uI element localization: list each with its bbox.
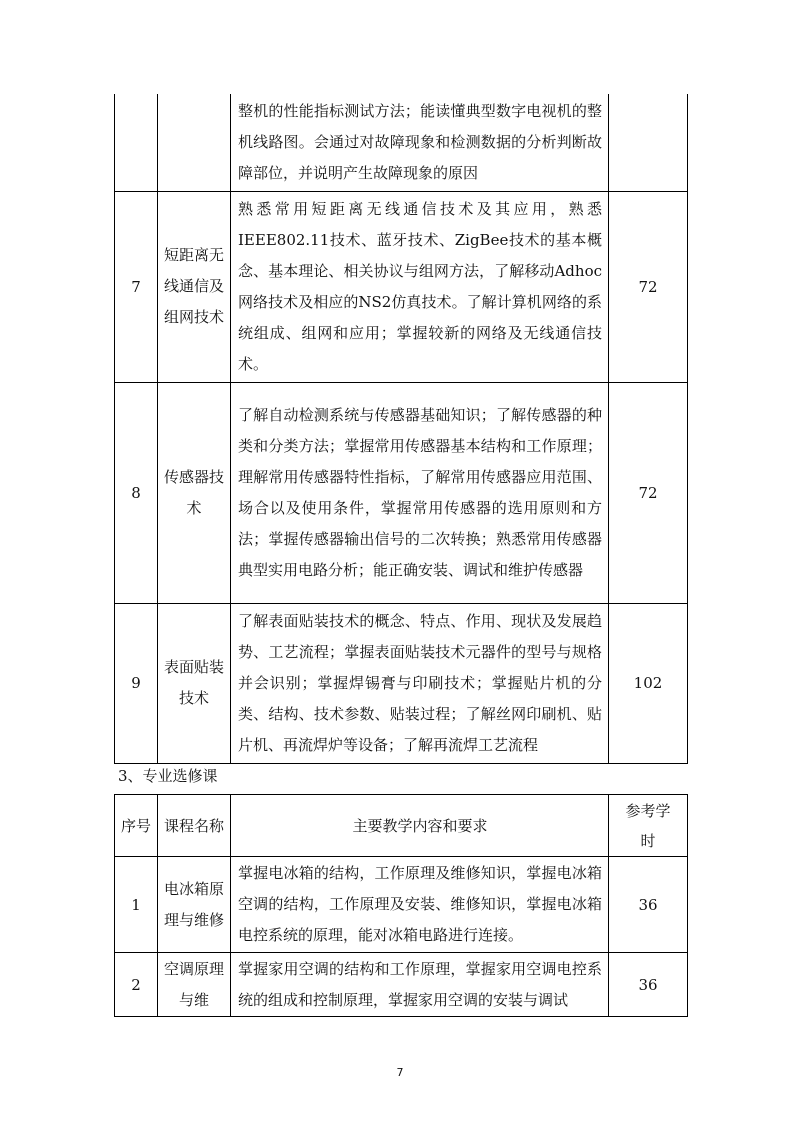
course-name — [158, 94, 231, 191]
table-row — [115, 953, 688, 1017]
row-number: 2 — [115, 953, 158, 1017]
course-content: 整机的性能指标测试方法；能读懂典型数字电视机的整机线路图。会通过对故障现象和检测数据的分析判断故障部位，并说明产生故障现象的原因 — [231, 94, 609, 191]
row-number: 1 — [115, 857, 158, 953]
course-name: 短距离无线通信及组网技术 — [158, 191, 231, 382]
course-hours: 36 — [609, 857, 688, 953]
course-hours: 72 — [609, 191, 688, 382]
course-table-continued — [114, 94, 688, 764]
course-content: 熟悉常用短距离无线通信技术及其应用，熟悉IEEE802.11技术、蓝牙技术、ZigBee技术的基本概念、基本理论、相关协议与组网方法，了解移动Adhoc网络技术及相应的NS2仿真技术。了解计算机网络的系统组成、组网和应用；掌握较新的网络及无线通信技术。 — [231, 191, 609, 382]
course-hours — [609, 94, 688, 191]
row-number: 7 — [115, 191, 158, 382]
table-row — [115, 857, 688, 953]
row-number: 9 — [115, 603, 158, 763]
course-hours: 72 — [609, 382, 688, 603]
course-hours: 36 — [609, 953, 688, 1017]
course-name: 表面贴装技术 — [158, 603, 231, 763]
course-name: 空调原理与维 — [158, 953, 231, 1017]
row-number: 8 — [115, 382, 158, 603]
header-content: 主要教学内容和要求 — [231, 795, 609, 857]
section-heading: 3、专业选修课 — [118, 767, 218, 785]
course-name: 传感器技术 — [158, 382, 231, 603]
header-no: 序号 — [115, 795, 158, 857]
course-hours: 102 — [609, 603, 688, 763]
table-header-row — [115, 795, 688, 857]
course-content: 了解表面贴装技术的概念、特点、作用、现状及发展趋势、工艺流程；掌握表面贴装技术元器件的型号与规格并会识别；掌握焊锡膏与印刷技术；掌握贴片机的分类、结构、技术参数、贴装过程；了解丝网印刷机、贴片机、再流焊炉等设备；了解再流焊工艺流程 — [231, 603, 609, 763]
course-content: 掌握家用空调的结构和工作原理，掌握家用空调电控系统的组成和控制原理，掌握家用空调的安装与调试 — [231, 953, 609, 1017]
row-number — [115, 94, 158, 191]
course-content: 了解自动检测系统与传感器基础知识；了解传感器的种类和分类方法；掌握常用传感器基本结构和工作原理；理解常用传感器特性指标，了解常用传感器应用范围、场合以及使用条件，掌握常用传感器的选用原则和方法；掌握传感器输出信号的二次转换；熟悉常用传感器典型实用电路分析；能正确安装、调试和维护传感器 — [231, 382, 609, 603]
course-content: 掌握电冰箱的结构，工作原理及维修知识，掌握电冰箱空调的结构，工作原理及安装、维修知识，掌握电冰箱电控系统的原理，能对冰箱电路进行连接。 — [231, 857, 609, 953]
header-hours: 参考学时 — [609, 795, 688, 857]
table-row — [115, 382, 688, 603]
table-row — [115, 94, 688, 191]
table-row — [115, 191, 688, 382]
table-row — [115, 603, 688, 763]
header-name: 课程名称 — [158, 795, 231, 857]
elective-course-table — [114, 794, 688, 1017]
page-number: 7 — [396, 1066, 404, 1079]
course-name: 电冰箱原理与维修 — [158, 857, 231, 953]
